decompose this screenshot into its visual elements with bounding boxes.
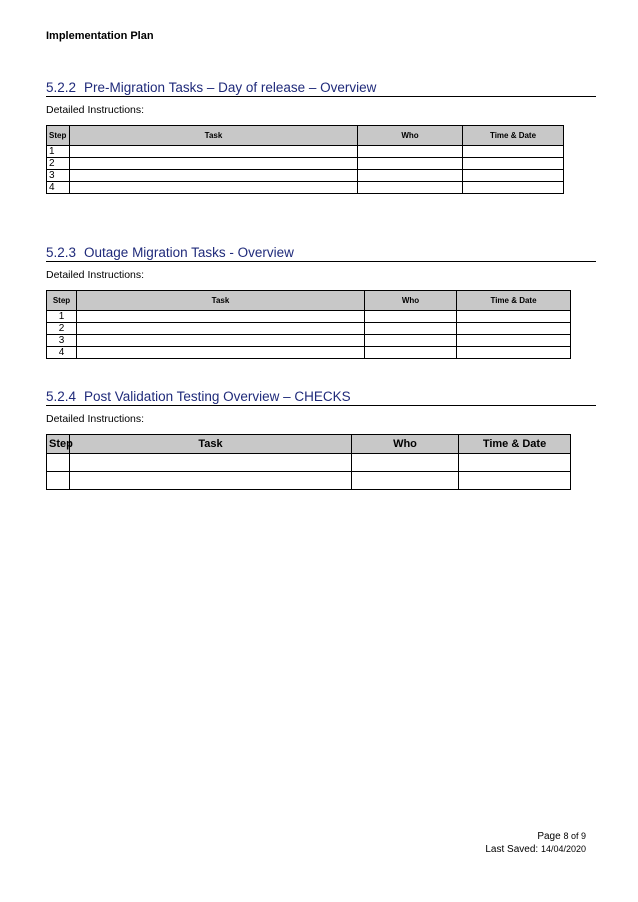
column-header-step: Step <box>47 126 70 146</box>
document-header-title: Implementation Plan <box>46 30 154 42</box>
column-header-time-date: Time & Date <box>459 435 571 454</box>
section-number: 5.2.2 <box>46 80 77 95</box>
section-heading <box>46 245 596 262</box>
who-cell[interactable] <box>365 347 457 359</box>
step-cell[interactable]: 4 <box>47 182 70 194</box>
task-cell[interactable] <box>77 323 365 335</box>
table-header-row <box>47 291 571 311</box>
who-cell[interactable] <box>358 158 463 170</box>
time-date-cell[interactable] <box>463 158 564 170</box>
task-cell[interactable] <box>70 472 352 490</box>
column-header-time-date: Time & Date <box>463 126 564 146</box>
step-cell[interactable]: 1 <box>47 311 77 323</box>
who-cell[interactable] <box>365 311 457 323</box>
time-date-cell[interactable] <box>457 335 571 347</box>
time-date-cell[interactable] <box>463 182 564 194</box>
time-date-cell[interactable] <box>459 454 571 472</box>
section-heading <box>46 389 596 406</box>
who-cell[interactable] <box>365 335 457 347</box>
task-table <box>46 434 571 490</box>
time-date-cell[interactable] <box>457 323 571 335</box>
who-cell[interactable] <box>352 472 459 490</box>
task-cell[interactable] <box>70 158 358 170</box>
step-cell[interactable]: 3 <box>47 170 70 182</box>
who-cell[interactable] <box>365 323 457 335</box>
step-cell[interactable]: 3 <box>47 335 77 347</box>
column-header-time-date: Time & Date <box>457 291 571 311</box>
task-cell[interactable] <box>77 335 365 347</box>
section-heading <box>46 80 596 97</box>
table-row <box>47 311 571 323</box>
page-number-line <box>485 830 586 843</box>
task-cell[interactable] <box>70 182 358 194</box>
page-number: 8 of 9 <box>563 831 586 841</box>
table-row <box>47 347 571 359</box>
section-title: Pre-Migration Tasks – Day of release – Overview <box>84 80 377 95</box>
section-post-validation <box>46 389 596 490</box>
last-saved-label: Last Saved: <box>485 844 539 855</box>
who-cell[interactable] <box>358 146 463 158</box>
section-title: Outage Migration Tasks - Overview <box>84 245 294 260</box>
section-number: 5.2.4 <box>46 389 77 404</box>
step-cell[interactable]: 2 <box>47 323 77 335</box>
task-cell[interactable] <box>70 170 358 182</box>
task-table <box>46 290 571 359</box>
task-cell[interactable] <box>77 311 365 323</box>
step-cell[interactable]: 1 <box>47 146 70 158</box>
section-outage-migration <box>46 245 596 359</box>
table-header-row <box>47 126 564 146</box>
who-cell[interactable] <box>358 182 463 194</box>
column-header-step: Step <box>47 435 70 454</box>
page-footer <box>485 830 586 856</box>
who-cell[interactable] <box>358 170 463 182</box>
column-header-task: Task <box>77 291 365 311</box>
time-date-cell[interactable] <box>463 170 564 182</box>
last-saved-line <box>485 843 586 856</box>
column-header-task: Task <box>70 126 358 146</box>
task-cell[interactable] <box>70 454 352 472</box>
section-pre-migration <box>46 80 596 194</box>
detail-instructions-label: Detailed Instructions: <box>46 104 145 116</box>
task-cell[interactable] <box>77 347 365 359</box>
table-row <box>47 335 571 347</box>
step-cell[interactable]: 4 <box>47 347 77 359</box>
task-cell[interactable] <box>70 146 358 158</box>
time-date-cell[interactable] <box>463 146 564 158</box>
detail-instructions-label: Detailed Instructions: <box>46 413 145 425</box>
table-header-row <box>47 435 571 454</box>
section-number: 5.2.3 <box>46 245 77 260</box>
step-cell[interactable] <box>47 454 70 472</box>
column-header-task: Task <box>70 435 352 454</box>
time-date-cell[interactable] <box>457 347 571 359</box>
column-header-who: Who <box>365 291 457 311</box>
section-title: Post Validation Testing Overview – CHECKS <box>84 389 351 404</box>
page-label: Page <box>537 831 561 842</box>
step-cell[interactable] <box>47 472 70 490</box>
task-table <box>46 125 564 194</box>
table-row <box>47 323 571 335</box>
table-row <box>47 146 564 158</box>
column-header-who: Who <box>352 435 459 454</box>
time-date-cell[interactable] <box>459 472 571 490</box>
time-date-cell[interactable] <box>457 311 571 323</box>
table-row <box>47 170 564 182</box>
detail-instructions-label: Detailed Instructions: <box>46 269 145 281</box>
last-saved-date: 14/04/2020 <box>540 844 586 854</box>
table-row <box>47 182 564 194</box>
column-header-who: Who <box>358 126 463 146</box>
table-row <box>47 158 564 170</box>
step-cell[interactable]: 2 <box>47 158 70 170</box>
table-row <box>47 454 571 472</box>
column-header-step: Step <box>47 291 77 311</box>
table-row <box>47 472 571 490</box>
who-cell[interactable] <box>352 454 459 472</box>
